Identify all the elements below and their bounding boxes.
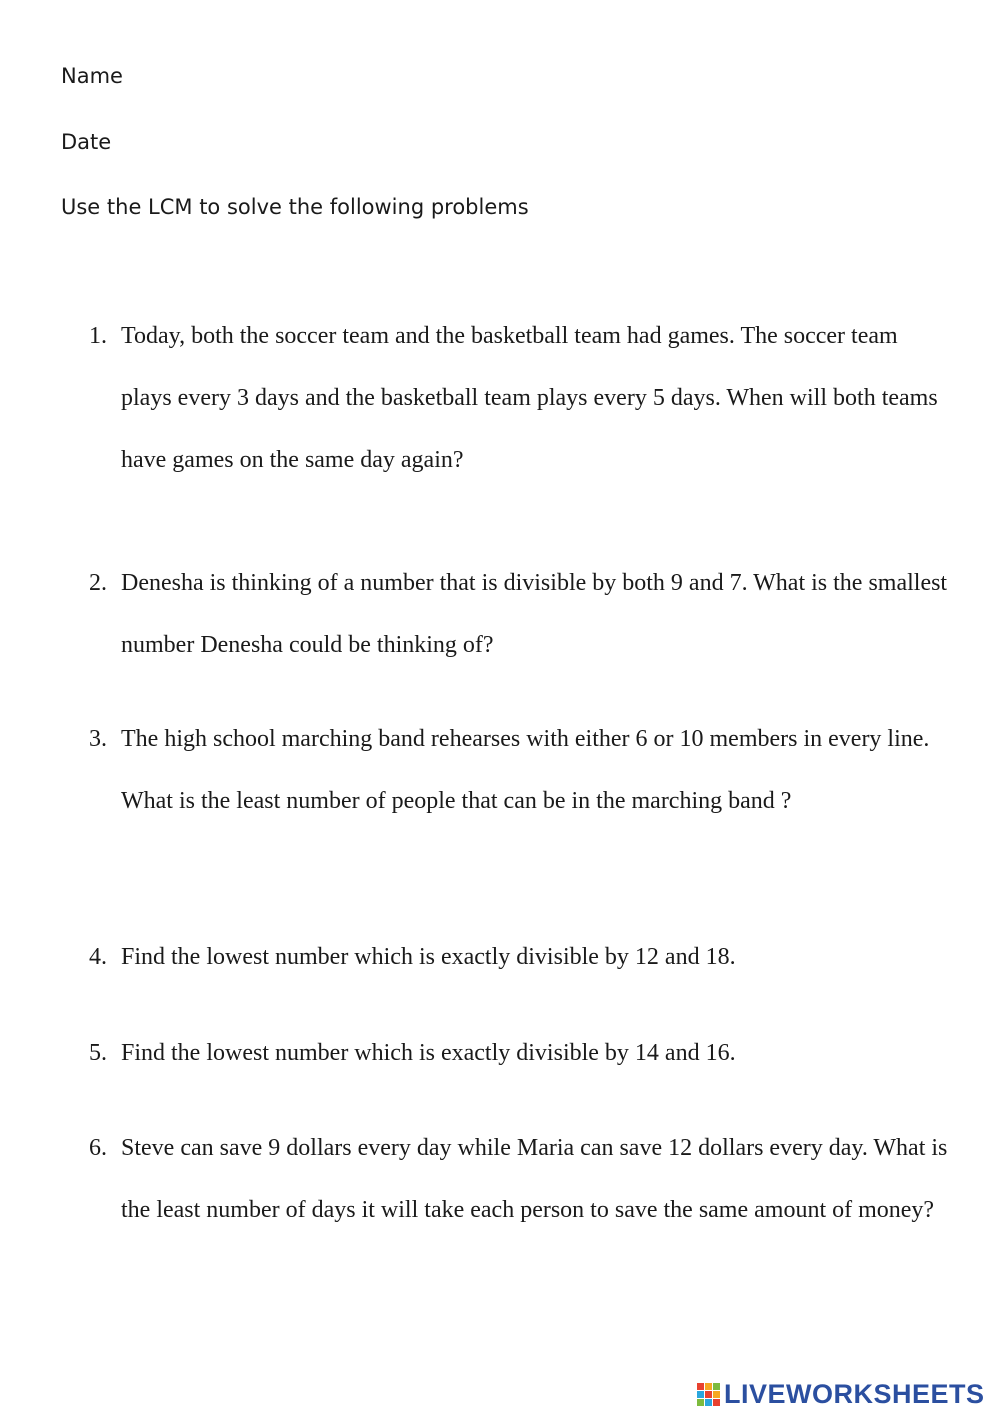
problem-text: Denesha is thinking of a number that is divisible by both 9 and 7. What is the smallest number Denesha could be thinking of? xyxy=(121,570,948,658)
problem-number: 4. xyxy=(89,944,107,970)
liveworksheets-logo xyxy=(697,1377,985,1411)
instructions-text: Use the LCM to solve the following problems xyxy=(61,195,529,219)
problem-item xyxy=(89,926,949,988)
problem-number: 1. xyxy=(89,323,107,349)
problem-text: Find the lowest number which is exactly divisible by 14 and 16. xyxy=(121,1040,736,1066)
problem-number: 2. xyxy=(89,570,107,596)
name-label: Name xyxy=(61,64,123,88)
liveworksheets-wordmark: LIVEWORKSHEETS xyxy=(724,1378,985,1409)
liveworksheets-logo-icon xyxy=(697,1383,720,1406)
problem-item xyxy=(89,552,949,676)
problem-text: Steve can save 9 dollars every day while Maria can save 12 dollars every day. What is the least number of days it will take each person to save the same amount of money? xyxy=(121,1135,948,1223)
date-label: Date xyxy=(61,130,112,154)
problem-text: The high school marching band rehearses with either 6 or 10 members in every line. What is the least number of people that can be in the marching band ? xyxy=(121,726,930,814)
problem-item xyxy=(89,1022,949,1084)
problem-number: 6. xyxy=(89,1135,107,1161)
problem-item xyxy=(89,708,949,832)
problem-item xyxy=(89,305,949,491)
problem-item xyxy=(89,1117,949,1241)
problem-text: Find the lowest number which is exactly divisible by 12 and 18. xyxy=(121,944,736,970)
problem-text: Today, both the soccer team and the basketball team had games. The soccer team plays every 3 days and the basketball team plays every 5 days. When will both teams have games on the same day again? xyxy=(121,323,938,473)
problem-number: 3. xyxy=(89,726,107,752)
problem-number: 5. xyxy=(89,1040,107,1066)
